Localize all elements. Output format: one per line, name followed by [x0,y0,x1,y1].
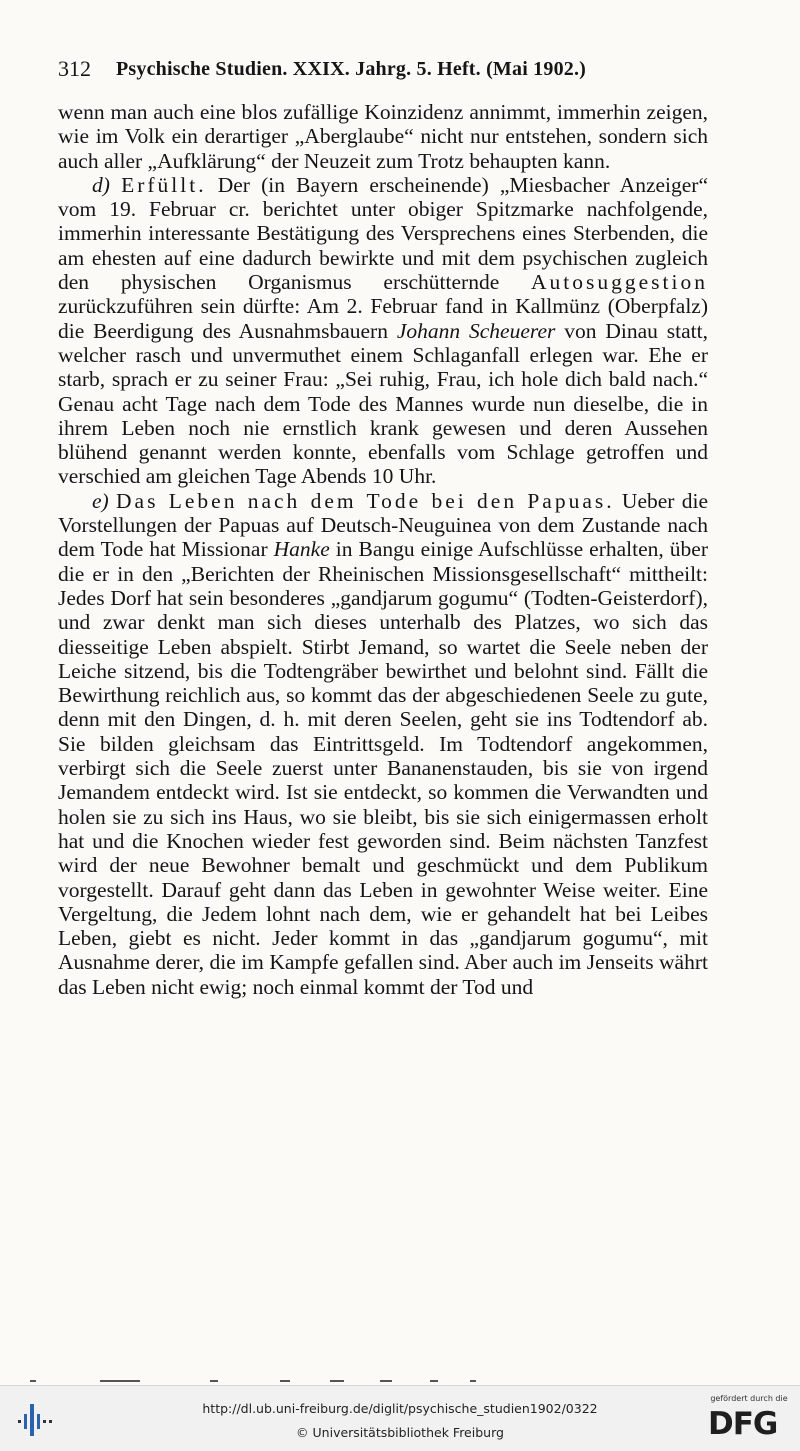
paragraph-d-text-2: zurückzuführen sein dürfte: Am 2. Februar fand in Kallmünz (Oberpfalz) die Beerdigung des Ausnahmsbauern [58,294,708,343]
ub-freiburg-logo-icon [16,1400,56,1438]
section-marker-d: d) [92,172,110,197]
body-text [58,100,708,999]
paragraph-e [58,489,708,999]
dfg-tagline: gefördert durch die [710,1394,788,1403]
scan-mark [330,1380,344,1382]
scan-mark [30,1380,36,1382]
paragraph-d [58,173,708,489]
section-heading-e: Das Leben nach dem Tode bei den Papuas. [116,488,615,513]
scan-mark [100,1380,140,1382]
page-number: 312 [58,56,91,81]
paragraph-1 [58,100,708,173]
scan-mark [470,1380,476,1382]
scan-mark [380,1380,392,1382]
scan-mark [430,1380,438,1382]
dfg-logo-text: DFG [708,1406,778,1442]
paragraph-e-text-2: in Bangu einige Aufschlüsse erhalten, über die er in den „Berichten der Rheinischen Missionsgesellschaft“ mittheilt: Jedes Dorf hat sein besonderes „gandjarum gogumu“ (Todten-Geisterdorf), und zwar denkt man sich dieses unterhalb des Platzes, wo sich das diesseitige Leben abspielt. Stirbt Jemand, so wartet die Seele neben der Leiche sitzend, bis die Todtengräber bewirthet und belohnt sind. Fällt die Bewirthung reichlich aus, so kommt das der abgeschiedenen Seele zu gute, denn mit den Dingen, d. h. mit deren Seelen, geht sie ins Todtendorf ab. Sie bilden gleichsam das Eintrittsgeld. Im Todtendorf angekommen, verbirgt sich die Seele zuerst unter Bananenstauden, bis sie von irgend Jemandem entdeckt wird. Ist sie entdeckt, so kommen die Verwandten und holen sie zu sich ins Haus, wo sie bleibt, bis sie sich einigermassen erholt hat und die Knochen wieder fest geworden sind. Beim nächsten Tanzfest wird der neue Bewohner bemalt und geschmückt und dem Publikum vorgestellt. Darauf geht dann das Leben in gewohnter Weise weiter. Eine Vergeltung, die Jedem lohnt nach dem, wie er gehandelt hat bei Leibes Leben, giebt es nicht. Jeder kommt in das „gandjarum gogumu“, mit Ausnahme derer, die im Kampfe gefallen sind. Aber auch im Jenseits währt das Leben nicht ewig; noch einmal kommt der Tod und [58,537,708,999]
paragraph-e-text-1: Ueber die Vorstellungen der Papuas auf Deutsch-Neuguinea von dem Zustande nach dem Tode hat Missionar [58,488,709,562]
paragraph-d-text-3: von Dinau statt, welcher rasch und unvermuthet einem Schlaganfall erlegen war. Ehe er starb, sprach er zu seiner Frau: „Sei ruhig, Frau, ich hole dich bald nach.“ Genau acht Tage nach dem Tode des Mannes wurde nun dieselbe, die in ihrem Leben noch nie ernstlich krank gewesen und deren Aussehen blühend genannt werden konnte, ebenfalls vom Schlage getroffen und verschied am gleichen Tage Abends 10 Uhr. [58,318,708,489]
running-head-title: Psychische Studien. XXIX. Jahrg. 5. Heft. (Mai 1902.) [116,58,587,80]
section-heading-d: Erfüllt. [121,172,207,197]
copyright-notice: © Universitätsbibliothek Freiburg [296,1425,504,1440]
source-url[interactable]: http://dl.ub.uni-freiburg.de/diglit/psychische_studien1902/0322 [202,1401,598,1416]
paragraph-1-text: wenn man auch eine blos zufällige Koinzidenz annimmt, immerhin zeigen, wie im Volk ein derartiger „Aberglaube“ nicht nur entstehen, sondern sich auch aller „Aufklärung“ der Neuzeit zum Trotz behaupten kann. [58,100,708,173]
scan-mark [210,1380,218,1382]
scan-mark [280,1380,290,1382]
person-name-hanke: Hanke [273,537,330,562]
dfg-logo [704,1394,794,1446]
running-head [58,56,708,86]
section-marker-e: e) [92,488,109,513]
term-autosuggestion: Autosuggestion [531,270,708,295]
person-name-scheuerer: Johann Scheuerer [396,318,556,343]
paragraph-d-text-1: Der (in Bayern erscheinende) „Miesbacher Anzeiger“ vom 19. Februar cr. berichtet unter obiger Spitzmarke nachfolgende, immerhin interessante Bestätigung des Versprechens eines Sterbenden, die am ehesten auf eine dadurch bewirkte und mit dem psychischen zugleich den physischen Organismus erschütternde [58,172,709,295]
viewer-footer [0,1385,800,1451]
